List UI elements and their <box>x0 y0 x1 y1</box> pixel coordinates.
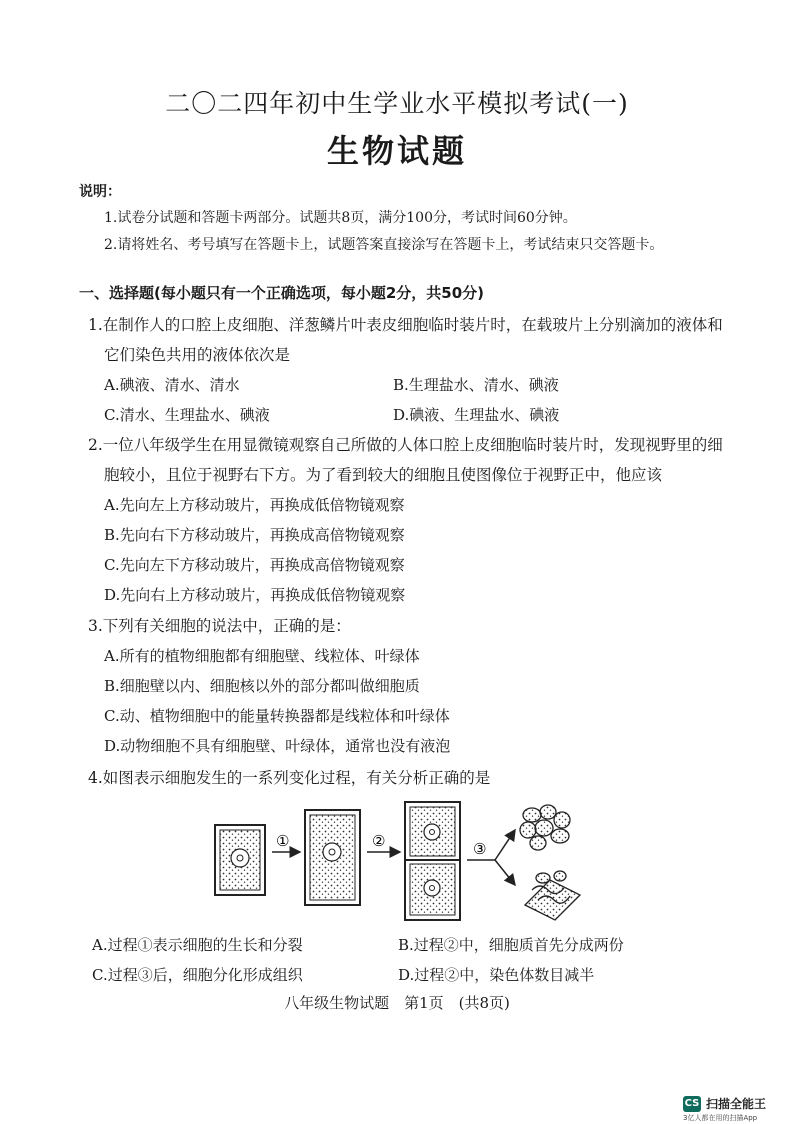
section-heading: 一、选择题(每小题只有一个正确选项，每小题2分，共50分) <box>79 284 485 302</box>
question-stem: 它们染色共用的液体依次是 <box>104 346 291 364</box>
question-stem: 1.在制作人的口腔上皮细胞、洋葱鳞片叶表皮细胞临时装片时，在载玻片上分别滴加的液体和 <box>88 316 723 334</box>
cell-division-figure <box>210 800 590 925</box>
option-b: B.先向右下方移动玻片，再换成高倍物镜观察 <box>104 526 405 544</box>
option-a: A.碘液、清水、清水 <box>104 376 240 394</box>
step-label: ③ <box>473 840 487 858</box>
option-b: B.细胞壁以内、细胞核以外的部分都叫做细胞质 <box>104 677 420 695</box>
notes-label: 说明： <box>79 184 121 200</box>
question-stem: 3.下列有关细胞的说法中，正确的是： <box>88 617 351 635</box>
arrow-icon <box>495 860 515 885</box>
question-stem: 2.一位八年级学生在用显微镜观察自己所做的人体口腔上皮细胞临时装片时，发现视野里的细 <box>88 436 723 454</box>
scanner-watermark <box>683 1095 766 1112</box>
option-a: A.先向左上方移动玻片，再换成低倍物镜观察 <box>104 496 405 514</box>
option-a: A.过程①表示细胞的生长和分裂 <box>92 936 303 954</box>
exam-subtitle: 生物试题 <box>326 132 467 170</box>
scanner-name: 扫描全能王 <box>706 1097 767 1111</box>
question-stem: 胞较小，且位于视野右下方。为了看到较大的细胞且使图像位于视野正中，他应该 <box>104 466 663 484</box>
exam-title: 二〇二四年初中生学业水平模拟考试(一) <box>165 89 629 118</box>
tissue-cluster-upper <box>520 805 570 850</box>
option-b: B.过程②中，细胞质首先分成两份 <box>398 936 624 954</box>
cell-stage-3 <box>405 802 460 920</box>
cs-logo-icon: CS <box>683 1096 701 1112</box>
option-c: C.清水、生理盐水、碘液 <box>104 406 270 424</box>
option-d: D.动物细胞不具有细胞壁、叶绿体，通常也没有液泡 <box>104 737 451 755</box>
scanner-tagline: 3亿人都在用的扫描App <box>683 1114 758 1122</box>
option-c: C.动、植物细胞中的能量转换器都是线粒体和叶绿体 <box>104 707 450 725</box>
arrow-icon <box>495 830 515 860</box>
cell-stage-2 <box>305 810 360 905</box>
option-d: D.先向右上方移动玻片，再换成低倍物镜观察 <box>104 586 406 604</box>
cell-stage-1 <box>215 825 265 895</box>
option-a: A.所有的植物细胞都有细胞壁、线粒体、叶绿体 <box>104 647 420 665</box>
note-item: 2.请将姓名、考号填写在答题卡上，试题答案直接涂写在答题卡上，考试结束只交答题卡。 <box>104 237 664 253</box>
option-c: C.先向左下方移动玻片，再换成高倍物镜观察 <box>104 556 405 574</box>
option-d: D.过程②中，染色体数目减半 <box>398 966 595 984</box>
option-c: C.过程③后，细胞分化形成组织 <box>92 966 303 984</box>
step-label: ① <box>276 832 290 850</box>
page-footer: 八年级生物试题 第1页 (共8页) <box>284 994 510 1012</box>
step-label: ② <box>372 832 386 850</box>
option-b: B.生理盐水、清水、碘液 <box>393 376 559 394</box>
note-item: 1.试卷分试题和答题卡两部分。试题共8页，满分100分，考试时间60分钟。 <box>104 210 577 226</box>
question-stem: 4.如图表示细胞发生的一系列变化过程，有关分析正确的是 <box>88 769 491 787</box>
option-d: D.碘液、生理盐水、碘液 <box>393 406 560 424</box>
tissue-cluster-lower <box>525 871 580 920</box>
